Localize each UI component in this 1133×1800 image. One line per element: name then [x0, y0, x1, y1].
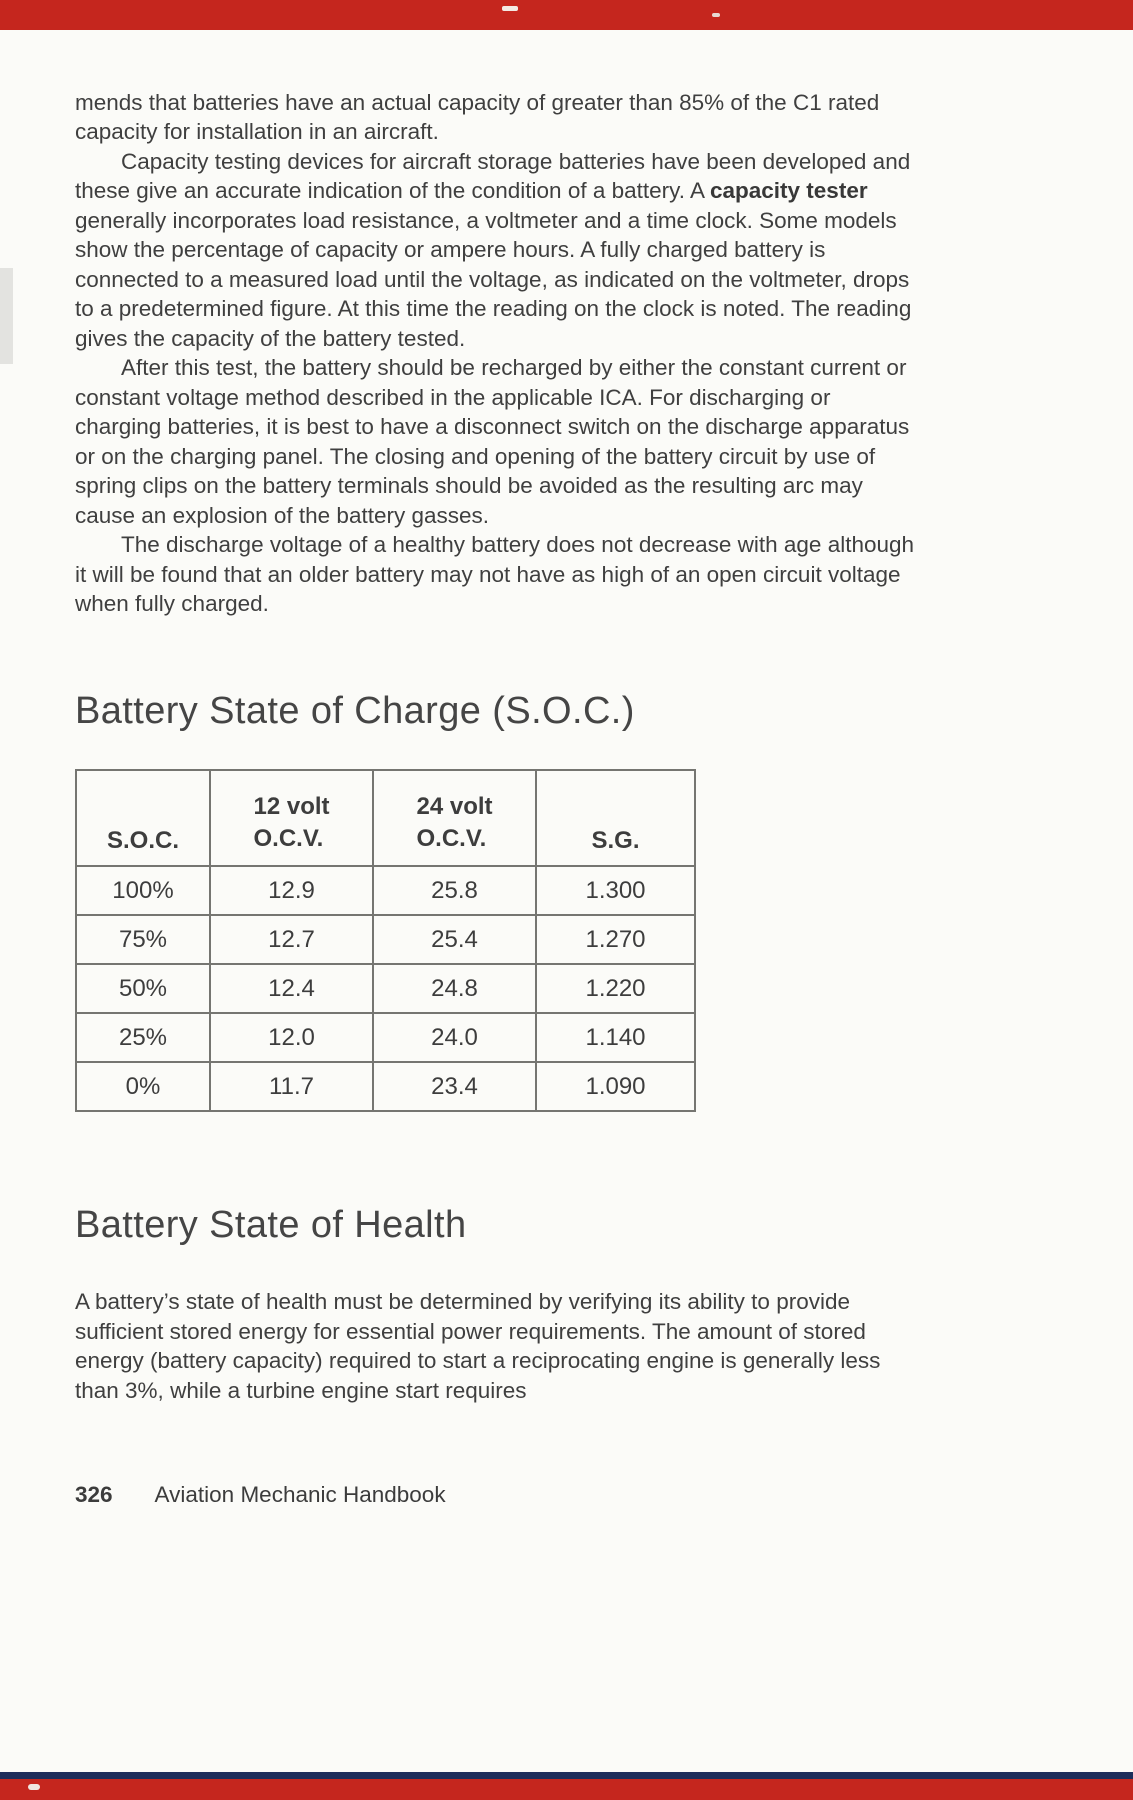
column-header-sg: S.G.: [536, 770, 695, 866]
cell-sg: 1.300: [536, 866, 695, 915]
heading-battery-state-of-health: Battery State of Health: [75, 1204, 467, 1247]
book-title: Aviation Mechanic Handbook: [154, 1482, 446, 1507]
cell-soc: 25%: [76, 1013, 210, 1062]
column-header-24v-ocv: [373, 770, 536, 866]
cell-sg: 1.140: [536, 1013, 695, 1062]
cell-24v: 24.8: [373, 964, 536, 1013]
paragraph-text: generally incorporates load resistance, a voltmeter and a time clock. Some models show the percentage of capacity or ampere hours. A fully charged battery is connected to a measured load until the voltage, as indicated on the voltmeter, drops to a predetermined figure. At this time the reading on the clock is noted. The reading gives the capacity of the battery tested.: [75, 207, 912, 351]
scan-artifact: [0, 268, 13, 364]
cell-sg: 1.220: [536, 964, 695, 1013]
soc-table: [75, 769, 696, 1112]
column-header-soc: S.O.C.: [76, 770, 210, 866]
column-header-12v-ocv: [210, 770, 373, 866]
table-row: [76, 866, 695, 915]
cell-soc: 0%: [76, 1062, 210, 1111]
paragraph-capacity-testing: [75, 147, 918, 353]
cell-12v: 12.4: [210, 964, 373, 1013]
paragraph-discharge-voltage: The discharge voltage of a healthy battery does not decrease with age although it will be found that an older battery may not have as high of an open circuit voltage when fully charged.: [75, 532, 915, 616]
cell-12v: 12.7: [210, 915, 373, 964]
cell-12v: 12.9: [210, 866, 373, 915]
navy-stripe: [0, 1772, 1133, 1779]
cell-24v: 25.8: [373, 866, 536, 915]
cell-soc: 100%: [76, 866, 210, 915]
cell-24v: 23.4: [373, 1062, 536, 1111]
cell-soc: 75%: [76, 915, 210, 964]
cell-24v: 25.4: [373, 915, 536, 964]
page-footer: [75, 1482, 446, 1508]
cell-sg: 1.090: [536, 1062, 695, 1111]
cell-soc: 50%: [76, 964, 210, 1013]
scan-artifact: [502, 6, 518, 11]
paragraph-state-of-health: A battery’s state of health must be determined by verifying its ability to provide sufficient stored energy for essential power requirements. The amount of stored energy (battery capacity) required to start a reciprocating engine is generally less than 3%, while a turbine engine start requires: [75, 1289, 881, 1403]
cell-sg: 1.270: [536, 915, 695, 964]
bold-term-capacity-tester: capacity tester: [710, 178, 868, 204]
cell-12v: 11.7: [210, 1062, 373, 1111]
paragraph-recharge-after-test: After this test, the battery should be recharged by either the constant current or constant voltage method described in the applicable ICA. For discharging or charging batteries, it is best to have a disconnect switch on the discharge apparatus or on the charging panel. The closing and opening of the battery circuit by use of spring clips on the battery terminals should be avoided as the resulting arc may cause an explosion of the battery gasses.: [75, 355, 910, 528]
cell-24v: 24.0: [373, 1013, 536, 1062]
top-red-scan-bar: [0, 0, 1133, 30]
cell-12v: 12.0: [210, 1013, 373, 1062]
table-row: [76, 1062, 695, 1111]
column-header-text: 24 volt O.C.V.: [416, 792, 493, 853]
scan-artifact: [28, 1784, 40, 1790]
scan-artifact: [712, 13, 720, 17]
heading-battery-state-of-charge: Battery State of Charge (S.O.C.): [75, 690, 635, 733]
column-header-text: 12 volt O.C.V.: [253, 792, 330, 853]
paragraph-text: Capacity testing devices for aircraft storage batteries have been developed and these give an accurate indication of the condition of a battery. A: [75, 148, 911, 204]
page-content: [75, 88, 918, 1405]
paragraph-capacity-continuation: mends that batteries have an actual capacity of greater than 85% of the C1 rated capacity for installation in an aircraft.: [75, 90, 880, 145]
page-number: 326: [75, 1482, 113, 1507]
bottom-red-scan-bar: [0, 1772, 1133, 1800]
table-row: [76, 964, 695, 1013]
table-row: [76, 1013, 695, 1062]
table-row: [76, 915, 695, 964]
table-header-row: [76, 770, 695, 866]
